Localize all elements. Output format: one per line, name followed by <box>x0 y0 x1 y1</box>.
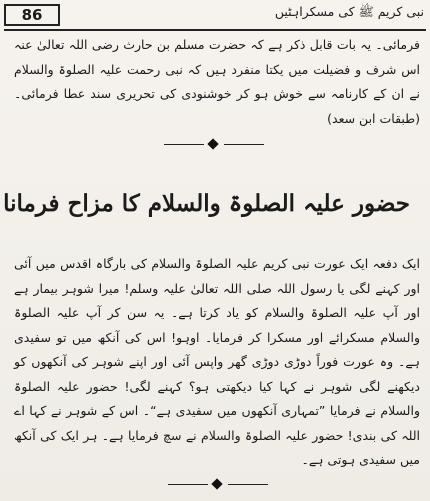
section-divider-bottom <box>168 478 268 492</box>
running-title: نبی کریم ﷺ کی مسکراہٹیں <box>274 4 424 19</box>
header-rule <box>4 29 426 31</box>
diamond-ornament-icon <box>207 138 218 149</box>
paragraph-body: ایک دفعہ ایک عورت نبی کریم علیہ الصلوۃ والسلام کی بارگاہ اقدس میں آئی اور کہنے لگی یا رسول اللہ صلی اللہ تعالیٰ علیہ وسلم! میرا شوہر بیمار ہے اور آپ علیہ الصلوۃ والسلام کو یاد کرتا ہے۔ یہ سن کر آپ علیہ الصلوۃ والسلام مسکرائے اور مسکرا کر فرمایا۔ اوہو! اس کی آنکھ میں تو سفیدی ہے۔ وہ عورت فوراً دوڑی دوڑی گھر واپس آئی اور اپنے شوہر کی آنکھوں کو دیکھنے لگی شوہر نے کہا کیا دیکھتی ہو؟ کہنے لگی! حضور علیہ الصلوۃ والسلام نے فرمایا ”تمہاری آنکھوں میں سفیدی ہے“۔ اس کے شوہر نے کہا اے اللہ کی بندی! حضور علیہ الصلوۃ والسلام نے سچ فرمایا ہے۔ ہر ایک کی آنکھ میں سفیدی ہوتی ہے۔ <box>14 256 420 467</box>
divider-line <box>168 484 208 485</box>
page-number: 86 <box>4 4 60 26</box>
page-header <box>0 0 430 28</box>
section-heading: حضور علیہ الصلوۃ والسلام کا مزاح فرمانا <box>3 190 410 217</box>
paragraph-continued: فرمائی۔ یہ بات قابل ذکر ہے کہ حضرت مسلم بن حارث رضی اللہ تعالیٰ عنہ اس شرف و فضیلت میں یکتا منفرد ہیں کہ نبی رحمت علیہ الصلوۃ والسلام نے ان کے کارنامہ سے خوش ہو کر خوشنودی کی تحریری سند عطا فرمائی۔ (طبقات ابن سعد) <box>14 37 420 126</box>
diamond-ornament-icon <box>211 478 222 489</box>
divider-line <box>164 144 204 145</box>
divider-line <box>224 144 264 145</box>
section-divider-top <box>164 138 264 152</box>
divider-line <box>228 484 268 485</box>
